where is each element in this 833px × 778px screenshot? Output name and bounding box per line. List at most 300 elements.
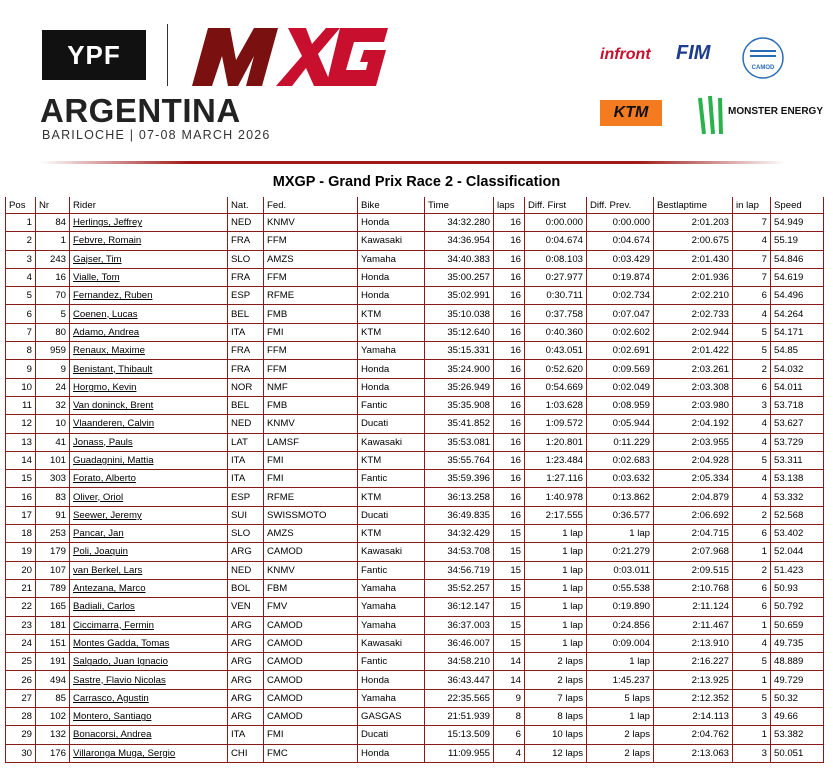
cell-laps: 16: [494, 415, 525, 433]
col-nr: Nr: [36, 197, 70, 214]
infront-logo: infront: [600, 46, 651, 63]
cell-time: 35:52.257: [425, 579, 494, 597]
cell-rider: [70, 232, 228, 250]
rider-link[interactable]: Gajser, Tim: [73, 253, 122, 265]
cell-nat: FRA: [228, 342, 264, 360]
cell-bike: Kawasaki: [358, 543, 425, 561]
rider-link[interactable]: Salgado, Juan Ignacio: [73, 656, 168, 668]
cell-bestlaptime: 2:02.210: [654, 287, 733, 305]
cell-time: 35:15.331: [425, 342, 494, 360]
cell-fed: FMB: [264, 396, 358, 414]
cell-bike: Honda: [358, 268, 425, 286]
cell-bike: Honda: [358, 378, 425, 396]
rider-link[interactable]: Montes Gadda, Tomas: [73, 637, 170, 649]
cell-fed: CAMOD: [264, 616, 358, 634]
cell-nat: ARG: [228, 689, 264, 707]
table-row: [6, 744, 824, 762]
table-row: [6, 543, 824, 561]
cell-laps: 4: [494, 744, 525, 762]
cell-bike: KTM: [358, 323, 425, 341]
col-diff-prev: Diff. Prev.: [587, 197, 654, 214]
cell-diff-prev: 0:02.691: [587, 342, 654, 360]
rider-link[interactable]: Poli, Joaquin: [73, 546, 128, 558]
cell-diff-prev: 0:02.602: [587, 323, 654, 341]
cell-nat: SUI: [228, 506, 264, 524]
logo-divider: [167, 24, 168, 86]
cell-rider: [70, 250, 228, 268]
rider-link[interactable]: Sastre, Flavio Nicolas: [73, 674, 166, 686]
cell-nr: 253: [36, 525, 70, 543]
cell-diff-prev: 0:02.734: [587, 287, 654, 305]
cell-nr: 165: [36, 598, 70, 616]
cell-diff-first: 1:40.978: [525, 488, 587, 506]
cell-bestlaptime: 2:02.944: [654, 323, 733, 341]
cell-bike: Honda: [358, 744, 425, 762]
cell-diff-first: 12 laps: [525, 744, 587, 762]
cell-time: 15:13.509: [425, 726, 494, 744]
cell-bike: Fantic: [358, 470, 425, 488]
cell-laps: 16: [494, 360, 525, 378]
cell-rider: [70, 323, 228, 341]
cell-in-lap: 4: [733, 415, 771, 433]
rider-link[interactable]: Montero, Santiago: [73, 711, 152, 723]
cell-bike: Yamaha: [358, 598, 425, 616]
cell-pos: 18: [6, 525, 36, 543]
cell-bike: Ducati: [358, 726, 425, 744]
cell-bike: Ducati: [358, 415, 425, 433]
cell-bestlaptime: 2:13.910: [654, 634, 733, 652]
cell-speed: 53.382: [771, 726, 824, 744]
cell-nr: 84: [36, 214, 70, 232]
cell-speed: 49.735: [771, 634, 824, 652]
cell-in-lap: 6: [733, 579, 771, 597]
cell-diff-prev: 0:24.856: [587, 616, 654, 634]
cell-time: 36:49.835: [425, 506, 494, 524]
rider-link[interactable]: van Berkel, Lars: [73, 564, 143, 576]
cell-laps: 9: [494, 689, 525, 707]
rider-link[interactable]: Coenen, Lucas: [73, 308, 138, 320]
cell-time: 35:53.081: [425, 433, 494, 451]
cell-nr: 303: [36, 470, 70, 488]
monster-logo-text: MONSTER ENERGY: [728, 106, 824, 117]
cell-diff-first: 2 laps: [525, 653, 587, 671]
cell-diff-prev: 0:19.874: [587, 268, 654, 286]
cell-in-lap: 4: [733, 232, 771, 250]
cell-bike: Yamaha: [358, 250, 425, 268]
cell-diff-prev: 0:07.047: [587, 305, 654, 323]
cell-in-lap: 2: [733, 360, 771, 378]
rider-link[interactable]: Van doninck, Brent: [73, 400, 154, 412]
col-pos: Pos: [6, 197, 36, 214]
cell-speed: 50.93: [771, 579, 824, 597]
ktm-logo: [600, 100, 662, 126]
header-red-rule: [40, 161, 786, 164]
ypf-logo-text: YPF: [67, 39, 121, 70]
cell-fed: LAMSF: [264, 433, 358, 451]
cell-time: 35:12.640: [425, 323, 494, 341]
cell-pos: 12: [6, 415, 36, 433]
table-row: [6, 634, 824, 652]
rider-link[interactable]: Bonacorsi, Andrea: [73, 729, 152, 741]
cell-nat: ITA: [228, 470, 264, 488]
cell-in-lap: 7: [733, 214, 771, 232]
table-row: [6, 415, 824, 433]
cell-nat: SLO: [228, 250, 264, 268]
cell-nat: ARG: [228, 616, 264, 634]
cell-rider: [70, 287, 228, 305]
cell-nr: 5: [36, 305, 70, 323]
cell-bike: Yamaha: [358, 342, 425, 360]
cell-laps: 15: [494, 634, 525, 652]
cell-laps: 15: [494, 561, 525, 579]
cell-diff-first: 0:27.977: [525, 268, 587, 286]
rider-link[interactable]: Seewer, Jeremy: [73, 509, 142, 521]
cell-nat: BOL: [228, 579, 264, 597]
cell-in-lap: 2: [733, 561, 771, 579]
cell-speed: 54.949: [771, 214, 824, 232]
cell-bike: KTM: [358, 488, 425, 506]
cell-pos: 30: [6, 744, 36, 762]
cell-bestlaptime: 2:01.936: [654, 268, 733, 286]
cell-diff-first: 0:40.360: [525, 323, 587, 341]
cell-in-lap: 7: [733, 268, 771, 286]
rider-link[interactable]: Guadagnini, Mattia: [73, 455, 154, 466]
cell-laps: 16: [494, 506, 525, 524]
cell-fed: SWISSMOTO: [264, 506, 358, 524]
event-header: [0, 0, 833, 168]
table-row: [6, 488, 824, 506]
cell-speed: 50.051: [771, 744, 824, 762]
cell-nat: SLO: [228, 525, 264, 543]
cell-speed: 52.568: [771, 506, 824, 524]
cell-in-lap: 1: [733, 543, 771, 561]
cell-bike: Kawasaki: [358, 232, 425, 250]
cell-nr: 70: [36, 287, 70, 305]
cell-speed: 54.85: [771, 342, 824, 360]
cell-speed: 53.311: [771, 451, 824, 469]
rider-link[interactable]: Antezana, Marco: [73, 583, 146, 595]
rider-link[interactable]: Badiali, Carlos: [73, 601, 135, 613]
cell-speed: 53.138: [771, 470, 824, 488]
cell-fed: CAMOD: [264, 653, 358, 671]
cell-fed: FMC: [264, 744, 358, 762]
cell-bike: Fantic: [358, 396, 425, 414]
table-row: [6, 323, 824, 341]
table-row: [6, 616, 824, 634]
rider-link[interactable]: Renaux, Maxime: [73, 345, 145, 357]
cell-fed: AMZS: [264, 250, 358, 268]
cell-diff-prev: 1 lap: [587, 653, 654, 671]
cell-bestlaptime: 2:01.422: [654, 342, 733, 360]
cell-nr: 16: [36, 268, 70, 286]
cell-nr: 9: [36, 360, 70, 378]
cell-rider: [70, 360, 228, 378]
rider-link[interactable]: Febvre, Romain: [73, 235, 142, 247]
cell-fed: RFME: [264, 488, 358, 506]
cell-diff-prev: 0:05.944: [587, 415, 654, 433]
cell-fed: NMF: [264, 378, 358, 396]
cell-pos: 27: [6, 689, 36, 707]
rider-link[interactable]: Vlaanderen, Calvin: [73, 418, 155, 430]
cell-diff-first: 0:43.051: [525, 342, 587, 360]
cell-laps: 6: [494, 726, 525, 744]
table-row: [6, 506, 824, 524]
cell-rider: [70, 616, 228, 634]
table-row: [6, 708, 824, 726]
cell-fed: FMI: [264, 726, 358, 744]
cell-diff-first: 7 laps: [525, 689, 587, 707]
cell-speed: 55.19: [771, 232, 824, 250]
cell-laps: 16: [494, 342, 525, 360]
cell-bike: KTM: [358, 525, 425, 543]
cell-laps: 15: [494, 579, 525, 597]
cell-fed: AMZS: [264, 525, 358, 543]
cell-time: 34:56.719: [425, 561, 494, 579]
cell-rider: [70, 543, 228, 561]
cell-speed: 53.402: [771, 525, 824, 543]
cell-fed: FMI: [264, 470, 358, 488]
cell-speed: 53.718: [771, 396, 824, 414]
cell-in-lap: 6: [733, 598, 771, 616]
cell-laps: 16: [494, 378, 525, 396]
cell-bike: Yamaha: [358, 579, 425, 597]
cell-pos: 3: [6, 250, 36, 268]
cell-nat: NED: [228, 214, 264, 232]
rider-link[interactable]: Villaronga Muga, Sergio: [73, 747, 176, 759]
cell-diff-prev: 0:36.577: [587, 506, 654, 524]
col-diff-first: Diff. First: [525, 197, 587, 214]
cell-nat: CHI: [228, 744, 264, 762]
cell-time: 36:46.007: [425, 634, 494, 652]
cell-bestlaptime: 2:04.879: [654, 488, 733, 506]
cell-rider: [70, 396, 228, 414]
rider-link[interactable]: Vialle, Tom: [73, 272, 120, 284]
cell-diff-first: 10 laps: [525, 726, 587, 744]
cell-bestlaptime: 2:03.980: [654, 396, 733, 414]
cell-nat: NOR: [228, 378, 264, 396]
table-row: [6, 287, 824, 305]
cell-nr: 83: [36, 488, 70, 506]
cell-speed: 54.032: [771, 360, 824, 378]
table-row: [6, 653, 824, 671]
cell-pos: 4: [6, 268, 36, 286]
col-nat: Nat.: [228, 197, 264, 214]
cell-in-lap: 4: [733, 634, 771, 652]
cell-bestlaptime: 2:04.762: [654, 726, 733, 744]
cell-in-lap: 5: [733, 323, 771, 341]
cell-rider: [70, 342, 228, 360]
cell-nat: ARG: [228, 653, 264, 671]
cell-speed: 50.32: [771, 689, 824, 707]
cell-time: 36:12.147: [425, 598, 494, 616]
cell-in-lap: 3: [733, 708, 771, 726]
cell-rider: [70, 634, 228, 652]
rider-link[interactable]: Pancar, Jan: [73, 528, 124, 540]
cell-bike: Kawasaki: [358, 433, 425, 451]
cell-fed: FFM: [264, 342, 358, 360]
cell-laps: 15: [494, 525, 525, 543]
cell-pos: 16: [6, 488, 36, 506]
cell-fed: FFM: [264, 268, 358, 286]
table-row: [6, 598, 824, 616]
cell-diff-prev: 2 laps: [587, 744, 654, 762]
cell-speed: 53.627: [771, 415, 824, 433]
cell-bestlaptime: 2:13.063: [654, 744, 733, 762]
cell-time: 22:35.565: [425, 689, 494, 707]
cell-diff-first: 0:37.758: [525, 305, 587, 323]
cell-bestlaptime: 2:02.733: [654, 305, 733, 323]
rider-link[interactable]: Herlings, Jeffrey: [73, 217, 143, 229]
cell-bike: KTM: [358, 305, 425, 323]
cell-in-lap: 7: [733, 250, 771, 268]
cell-rider: [70, 579, 228, 597]
cell-laps: 15: [494, 616, 525, 634]
cell-diff-first: 0:08.103: [525, 250, 587, 268]
cell-bestlaptime: 2:13.925: [654, 671, 733, 689]
table-row: [6, 726, 824, 744]
mxgp-logo: [190, 20, 390, 88]
cell-diff-prev: 0:02.683: [587, 451, 654, 469]
cell-diff-first: 1:27.116: [525, 470, 587, 488]
cell-rider: [70, 689, 228, 707]
cell-bike: Kawasaki: [358, 634, 425, 652]
cell-nr: 85: [36, 689, 70, 707]
cell-in-lap: 4: [733, 470, 771, 488]
cell-bike: Ducati: [358, 506, 425, 524]
cell-nr: 132: [36, 726, 70, 744]
col-bike: Bike: [358, 197, 425, 214]
rider-link[interactable]: Ciccimarra, Fermin: [73, 619, 155, 631]
table-row: [6, 396, 824, 414]
cell-diff-prev: 0:08.959: [587, 396, 654, 414]
cell-diff-first: 2 laps: [525, 671, 587, 689]
cell-diff-first: 1 lap: [525, 579, 587, 597]
cell-rider: [70, 451, 228, 469]
rider-link[interactable]: Forato, Alberto: [73, 473, 136, 485]
cell-pos: 23: [6, 616, 36, 634]
cell-diff-prev: 0:03.429: [587, 250, 654, 268]
col-bestlaptime: Bestlaptime: [654, 197, 733, 214]
cell-nat: FRA: [228, 268, 264, 286]
cell-speed: 53.729: [771, 433, 824, 451]
cell-bestlaptime: 2:07.968: [654, 543, 733, 561]
cell-pos: 1: [6, 214, 36, 232]
cell-fed: CAMOD: [264, 634, 358, 652]
cell-nat: ARG: [228, 708, 264, 726]
table-row: [6, 360, 824, 378]
cell-nr: 181: [36, 616, 70, 634]
table-row: [6, 451, 824, 469]
cell-pos: 8: [6, 342, 36, 360]
cell-nat: ITA: [228, 323, 264, 341]
cell-fed: FMV: [264, 598, 358, 616]
cell-diff-prev: 0:21.279: [587, 543, 654, 561]
cell-diff-prev: 0:19.890: [587, 598, 654, 616]
rider-link[interactable]: Adamo, Andrea: [73, 326, 140, 338]
cell-speed: 54.846: [771, 250, 824, 268]
cell-bestlaptime: 2:01.430: [654, 250, 733, 268]
cell-time: 35:26.949: [425, 378, 494, 396]
cell-time: 35:02.991: [425, 287, 494, 305]
cell-bestlaptime: 2:01.203: [654, 214, 733, 232]
cell-in-lap: 6: [733, 525, 771, 543]
cell-fed: FBM: [264, 579, 358, 597]
cell-in-lap: 6: [733, 287, 771, 305]
cell-nr: 80: [36, 323, 70, 341]
cell-diff-prev: 1 lap: [587, 708, 654, 726]
rider-link[interactable]: Fernandez, Ruben: [73, 290, 153, 302]
cell-diff-first: 1 lap: [525, 525, 587, 543]
cell-time: 34:53.708: [425, 543, 494, 561]
rider-link[interactable]: Jonass, Pauls: [73, 436, 133, 448]
rider-link[interactable]: Benistant, Thibault: [73, 363, 153, 375]
cell-diff-prev: 0:04.674: [587, 232, 654, 250]
cell-diff-prev: 0:11.229: [587, 433, 654, 451]
cell-diff-prev: 0:03.632: [587, 470, 654, 488]
cell-speed: 54.171: [771, 323, 824, 341]
classification-table: [5, 197, 824, 763]
cell-speed: 54.011: [771, 378, 824, 396]
cell-nat: ARG: [228, 634, 264, 652]
camod-logo: [741, 36, 785, 80]
cell-time: 34:32.429: [425, 525, 494, 543]
rider-link[interactable]: Oliver, Oriol: [73, 491, 124, 503]
cell-bestlaptime: 2:06.692: [654, 506, 733, 524]
cell-rider: [70, 525, 228, 543]
cell-rider: [70, 214, 228, 232]
cell-nr: 179: [36, 543, 70, 561]
table-row: [6, 342, 824, 360]
camod-logo-text: CAMOD: [751, 65, 775, 71]
cell-bestlaptime: 2:11.467: [654, 616, 733, 634]
table-row: [6, 525, 824, 543]
cell-pos: 10: [6, 378, 36, 396]
cell-bike: GASGAS: [358, 708, 425, 726]
cell-time: 35:00.257: [425, 268, 494, 286]
cell-diff-prev: 1 lap: [587, 525, 654, 543]
cell-bestlaptime: 2:03.308: [654, 378, 733, 396]
cell-laps: 16: [494, 250, 525, 268]
cell-pos: 29: [6, 726, 36, 744]
cell-speed: 49.729: [771, 671, 824, 689]
cell-pos: 14: [6, 451, 36, 469]
cell-nr: 91: [36, 506, 70, 524]
cell-pos: 22: [6, 598, 36, 616]
rider-link[interactable]: Horgmo, Kevin: [73, 381, 137, 393]
cell-diff-prev: 1:45.237: [587, 671, 654, 689]
cell-time: 35:35.908: [425, 396, 494, 414]
table-row: [6, 579, 824, 597]
cell-pos: 20: [6, 561, 36, 579]
ypf-logo: [42, 30, 146, 80]
cell-diff-first: 1:09.572: [525, 415, 587, 433]
cell-laps: 15: [494, 598, 525, 616]
table-row: [6, 378, 824, 396]
col-in-lap: in lap: [733, 197, 771, 214]
cell-nat: LAT: [228, 433, 264, 451]
cell-pos: 26: [6, 671, 36, 689]
cell-rider: [70, 470, 228, 488]
col-laps: laps: [494, 197, 525, 214]
cell-nat: FRA: [228, 232, 264, 250]
cell-nr: 41: [36, 433, 70, 451]
cell-time: 35:24.900: [425, 360, 494, 378]
cell-fed: CAMOD: [264, 671, 358, 689]
cell-pos: 21: [6, 579, 36, 597]
cell-pos: 9: [6, 360, 36, 378]
cell-nat: ITA: [228, 726, 264, 744]
rider-link[interactable]: Carrasco, Agustin: [73, 692, 149, 704]
